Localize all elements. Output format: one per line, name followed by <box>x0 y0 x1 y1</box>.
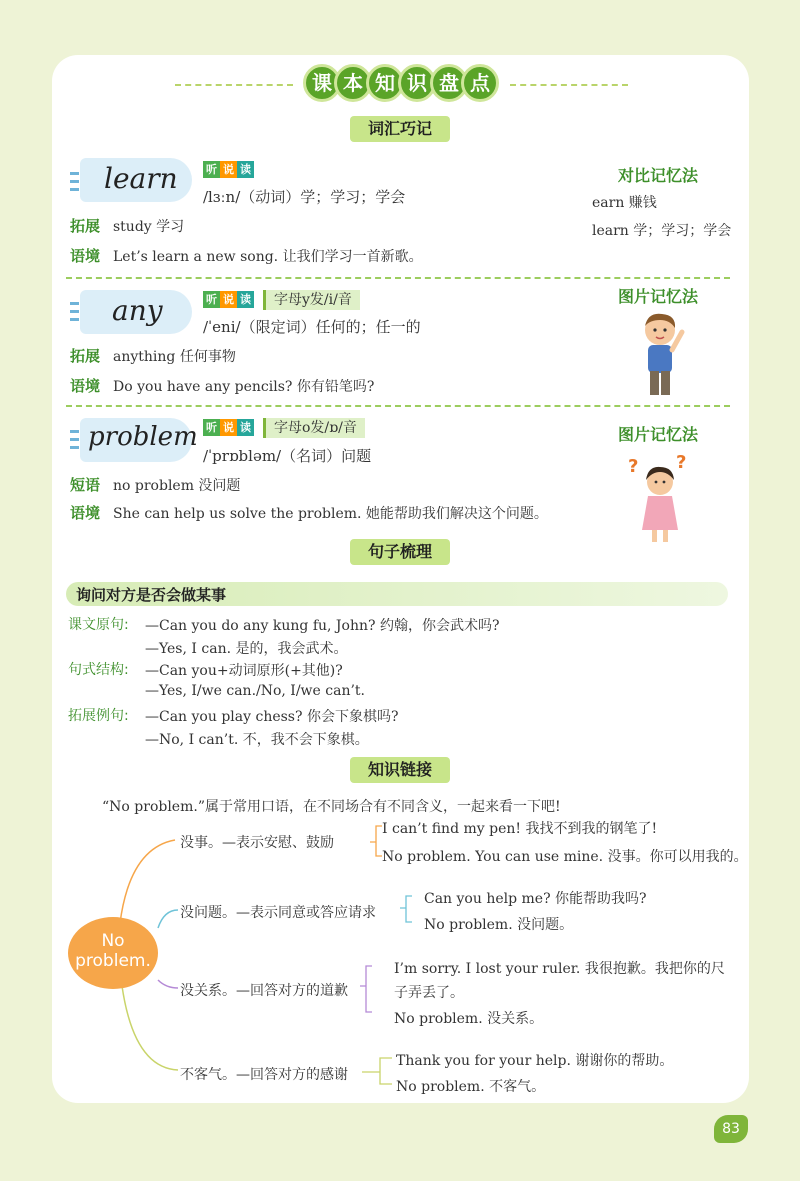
dash-mark <box>70 318 79 321</box>
section-banner <box>303 64 499 102</box>
context-text: Do you have any pencils? 你有铅笔吗? <box>113 379 375 395</box>
svg-text:?: ? <box>676 452 687 473</box>
intro-text: “No problem.”属于常用口语，在不同场合有不同含义，一起来看一下吧! <box>102 799 561 815</box>
banner-rule-right <box>510 84 628 86</box>
sentence-section-title: 句子梳理 <box>350 539 450 565</box>
compare-item: learn 学；学习；学会 <box>592 223 732 239</box>
speak-badge: 说 <box>220 291 237 308</box>
confused-girl-illustration <box>626 452 696 546</box>
banner-char: 识 <box>398 64 436 102</box>
vocab-word: any <box>112 294 163 327</box>
branch-meaning: 没关系。—回答对方的道歉 <box>180 983 348 999</box>
page-number: 83 <box>714 1115 748 1143</box>
skill-badges <box>203 419 254 436</box>
dash-mark <box>70 180 79 183</box>
dashed-divider <box>66 405 730 407</box>
banner-char: 知 <box>366 64 404 102</box>
grammar-line: —Yes, I/we can./No, I/we can’t. <box>145 683 366 699</box>
dash-mark <box>70 188 79 191</box>
phonetic-definition: /ˈeni/（限定词）任何的；任一的 <box>203 318 421 336</box>
context-label: 语境 <box>70 504 101 522</box>
skill-badges <box>203 161 254 178</box>
skill-badges <box>203 291 254 308</box>
banner-rule-left <box>175 84 293 86</box>
listen-badge: 听 <box>203 291 220 308</box>
branch-example: I’m sorry. I lost your ruler. 我很抱歉。我把你的尺 <box>394 961 725 977</box>
sound-tag: 字母o发/ɒ/音 <box>263 418 365 438</box>
vocab-word: problem <box>88 422 198 452</box>
banner-char: 本 <box>334 64 372 102</box>
speak-badge: 说 <box>220 419 237 436</box>
sound-tag: 字母y发/i/音 <box>263 290 360 310</box>
grammar-topic-title: 询问对方是否会做某事 <box>76 586 227 604</box>
branch-example: No problem. 不客气。 <box>396 1079 546 1095</box>
memory-method: 对比记忆法 <box>618 166 699 185</box>
memory-method: 图片记忆法 <box>618 287 699 306</box>
speak-badge: 说 <box>220 161 237 178</box>
branch-example: Thank you for your help. 谢谢你的帮助。 <box>396 1053 674 1069</box>
context-text: Let’s learn a new song. 让我们学习一首新歌。 <box>113 249 423 265</box>
grammar-line: —Yes, I can. 是的，我会武术。 <box>145 641 348 657</box>
read-badge: 读 <box>237 419 254 436</box>
listen-badge: 听 <box>203 161 220 178</box>
dashed-divider <box>66 277 730 279</box>
svg-text:?: ? <box>628 456 639 477</box>
phonetic-definition: /ˈprɒbləm/（名词）问题 <box>203 447 372 465</box>
boy-waving-illustration <box>630 308 690 400</box>
extension-label: 拓展 <box>70 347 101 365</box>
grammar-line: —Can you do any kung fu, John? 约翰，你会武术吗? <box>145 618 500 634</box>
context-label: 语境 <box>70 247 101 265</box>
phonetic-definition: /lɜːn/（动词）学；学习；学会 <box>203 188 406 206</box>
read-badge: 读 <box>237 291 254 308</box>
vocab-word: learn <box>104 162 178 195</box>
extension-label: 拓展 <box>70 217 101 235</box>
extension-text: anything 任何事物 <box>113 349 236 365</box>
dash-mark <box>70 172 79 175</box>
branch-example: I can’t find my pen! 我找不到我的钢笔了! <box>382 821 658 837</box>
dash-mark <box>70 430 79 433</box>
dash-mark <box>70 438 79 441</box>
branch-meaning: 不客气。—回答对方的感谢 <box>180 1067 348 1083</box>
grammar-line: —No, I can’t. 不，我不会下象棋。 <box>145 732 369 748</box>
grammar-line: —Can you play chess? 你会下象棋吗? <box>145 709 399 725</box>
phrase-label: 短语 <box>70 476 101 494</box>
extension-text: study 学习 <box>113 219 185 235</box>
memory-method: 图片记忆法 <box>618 425 699 444</box>
banner-char: 点 <box>461 64 499 102</box>
branch-example: Can you help me? 你能帮助我吗? <box>424 891 647 907</box>
branch-meaning: 没事。—表示安慰、鼓励 <box>180 835 334 851</box>
banner-char: 课 <box>303 64 341 102</box>
grammar-row-label: 句式结构: <box>68 662 129 678</box>
branch-meaning: 没问题。—表示同意或答应请求 <box>180 905 376 921</box>
knowledge-section-title: 知识链接 <box>350 757 450 783</box>
context-label: 语境 <box>70 377 101 395</box>
mindmap-center <box>68 917 158 989</box>
compare-item: earn 赚钱 <box>592 195 657 211</box>
dash-mark <box>70 310 79 313</box>
branch-example: 子弄丢了。 <box>394 985 464 1001</box>
dash-mark <box>70 446 79 449</box>
center-line: No <box>101 931 125 951</box>
branch-example: No problem. 没关系。 <box>394 1011 544 1027</box>
vocab-section-title: 词汇巧记 <box>350 116 450 142</box>
listen-badge: 听 <box>203 419 220 436</box>
grammar-row-label: 课文原句: <box>68 617 129 633</box>
center-line: problem. <box>75 951 151 971</box>
dash-mark <box>70 302 79 305</box>
grammar-line: —Can you+动词原形(+其他)? <box>145 663 343 679</box>
context-text: She can help us solve the problem. 她能帮助我们解决这个问题。 <box>113 506 548 522</box>
phrase-text: no problem 没问题 <box>113 478 241 494</box>
banner-char: 盘 <box>430 64 468 102</box>
branch-example: No problem. You can use mine. 没事。你可以用我的。 <box>382 849 748 865</box>
branch-example: No problem. 没问题。 <box>424 917 574 933</box>
grammar-row-label: 拓展例句: <box>68 708 129 724</box>
read-badge: 读 <box>237 161 254 178</box>
